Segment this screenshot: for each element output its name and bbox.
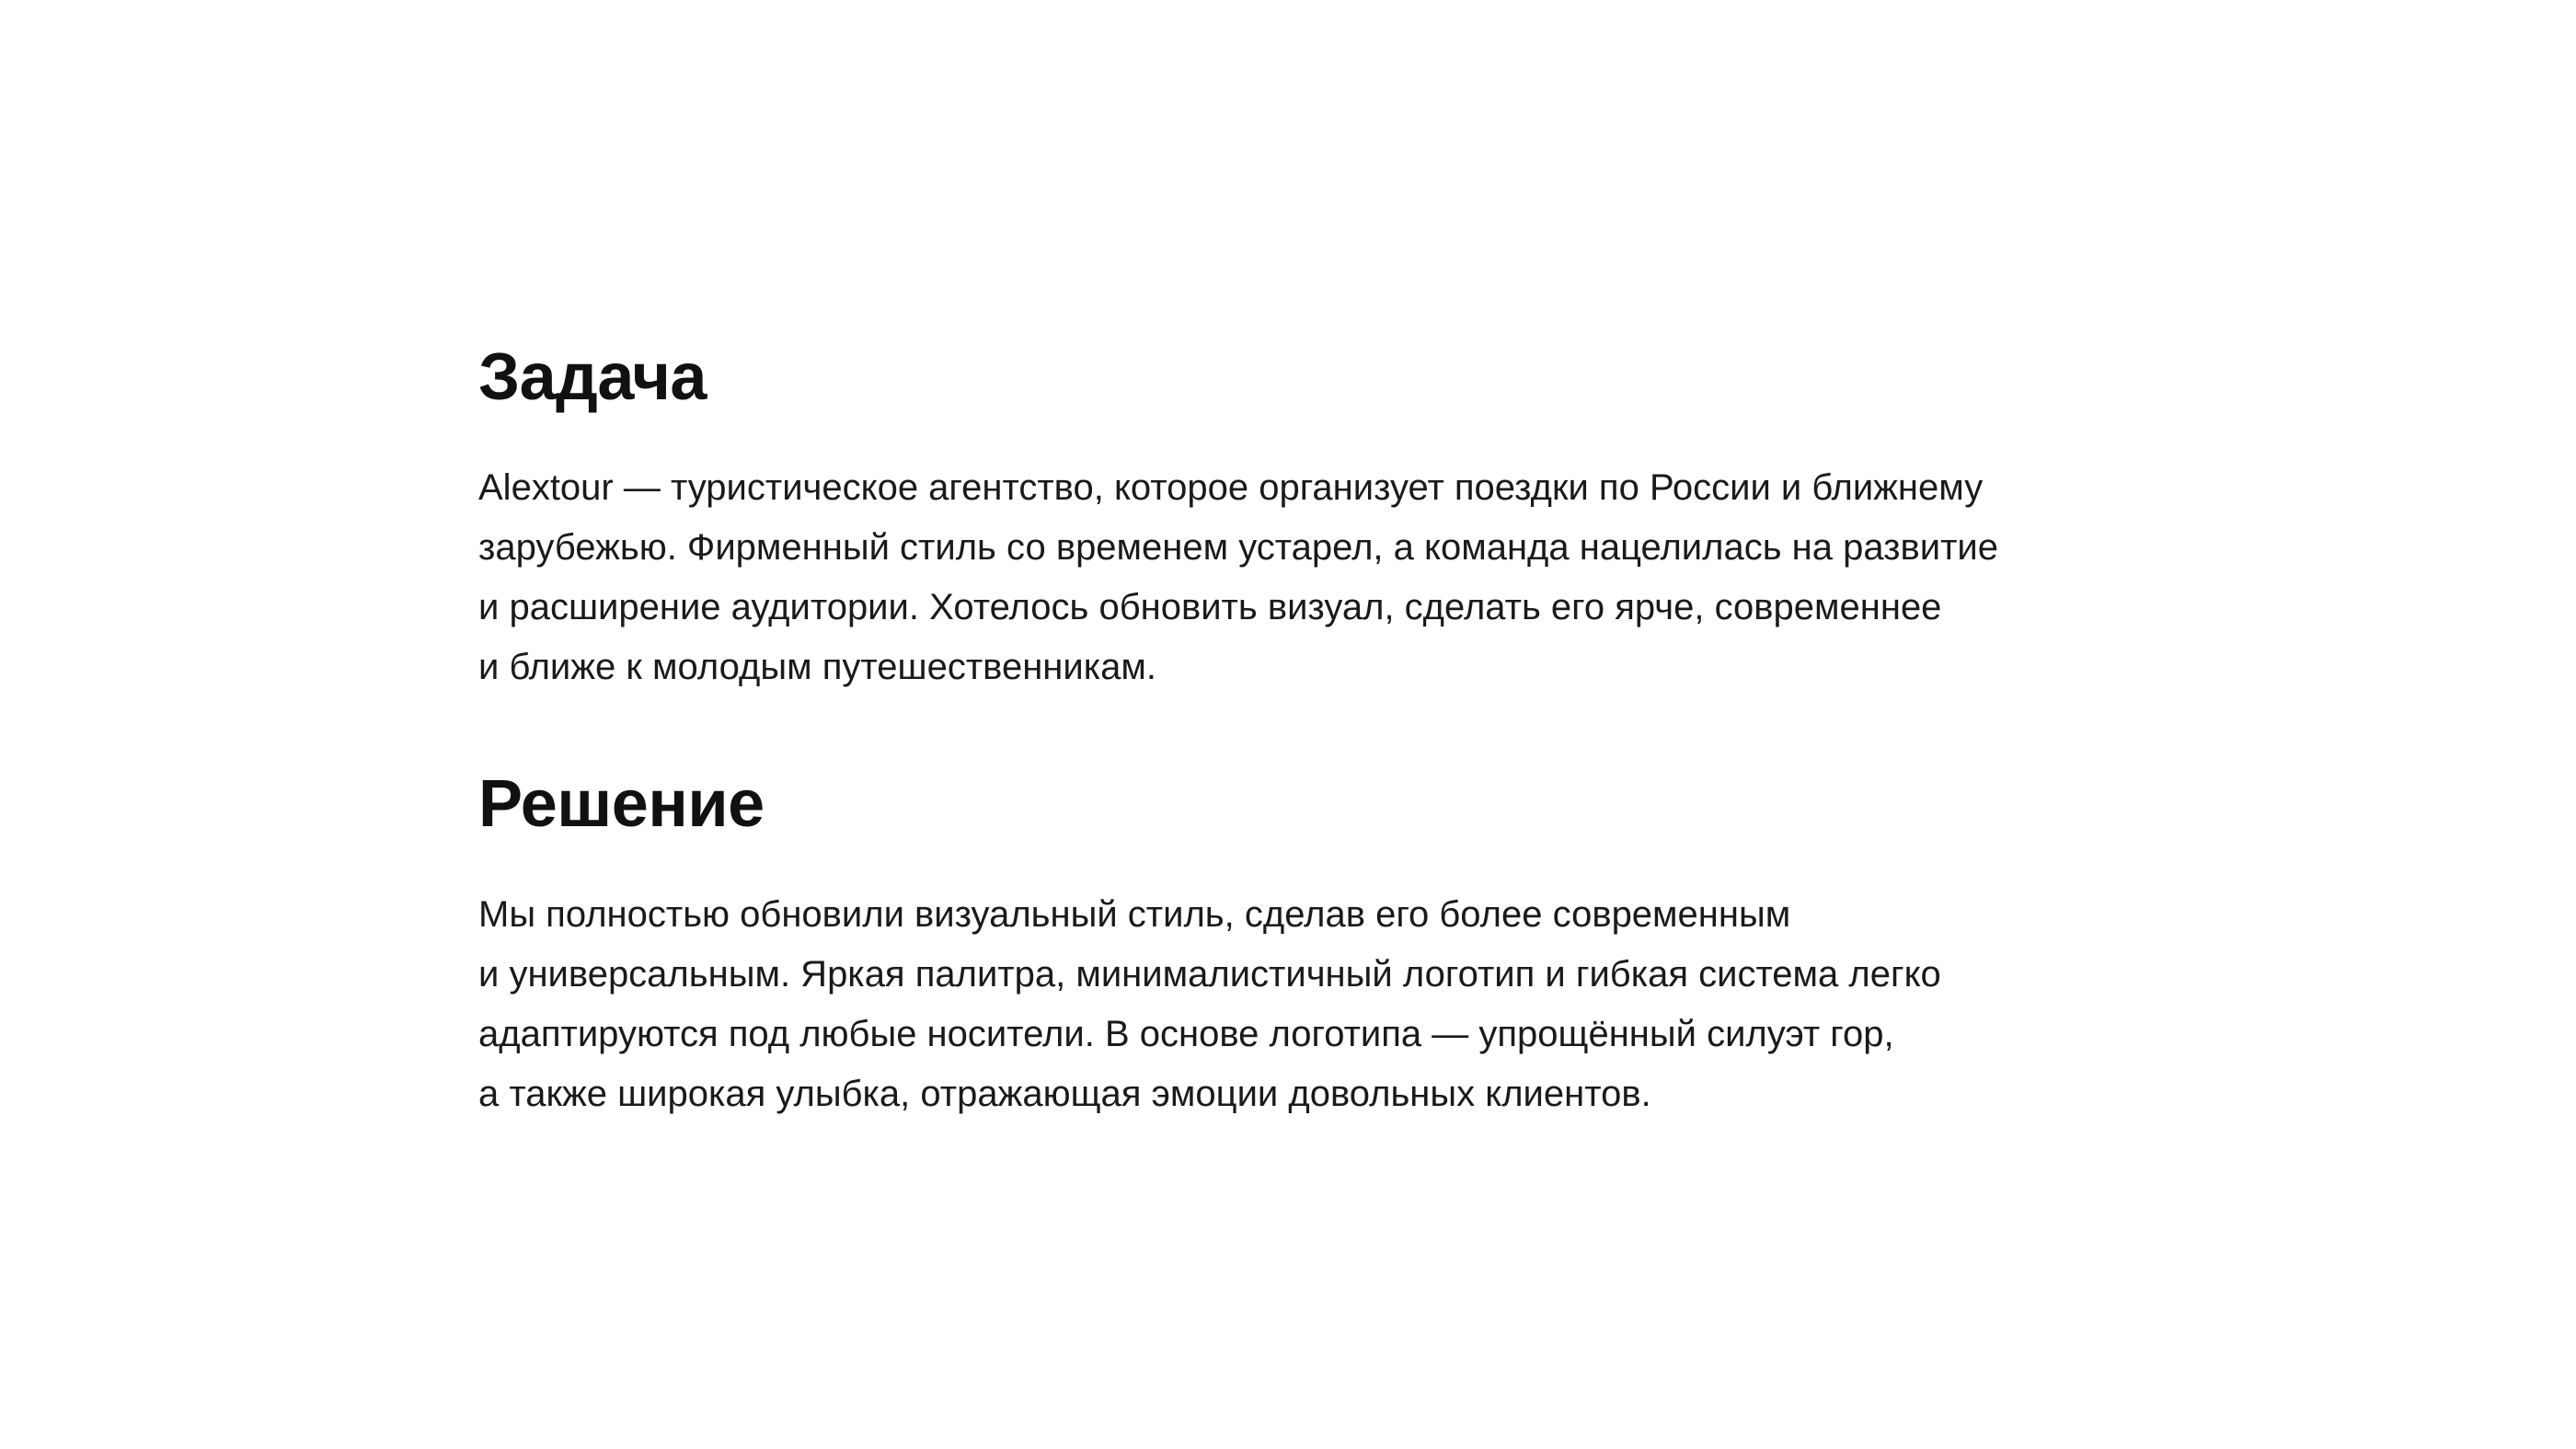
task-paragraph xyxy=(478,458,2226,697)
solution-line: адаптируются под любые носители. В основе логотипа — упрощённый силуэт гор, xyxy=(478,1014,1894,1054)
solution-line: а также широкая улыбка, отражающая эмоции довольных клиентов. xyxy=(478,1074,1651,1114)
task-line: и ближе к молодым путешественникам. xyxy=(478,647,1156,687)
task-heading: Задача xyxy=(478,340,707,414)
solution-heading: Решение xyxy=(478,767,765,841)
solution-section xyxy=(478,758,2226,1124)
task-line: зарубежью. Фирменный стиль со временем устарел, а команда нацелилась на развитие xyxy=(478,527,1999,568)
solution-line: и универсальным. Яркая палитра, минималистичный логотип и гибкая система легко xyxy=(478,954,1941,995)
solution-line: Мы полностью обновили визуальный стиль, сделав его более современным xyxy=(478,894,1791,935)
task-section xyxy=(478,331,2226,697)
solution-paragraph xyxy=(478,885,2226,1124)
task-line: и расширение аудитории. Хотелось обновить визуал, сделать его ярче, современнее xyxy=(478,587,1942,627)
task-line: Alextour — туристическое агентство, которое организует поездки по России и ближнему xyxy=(478,467,1984,508)
case-description xyxy=(478,331,2226,1124)
